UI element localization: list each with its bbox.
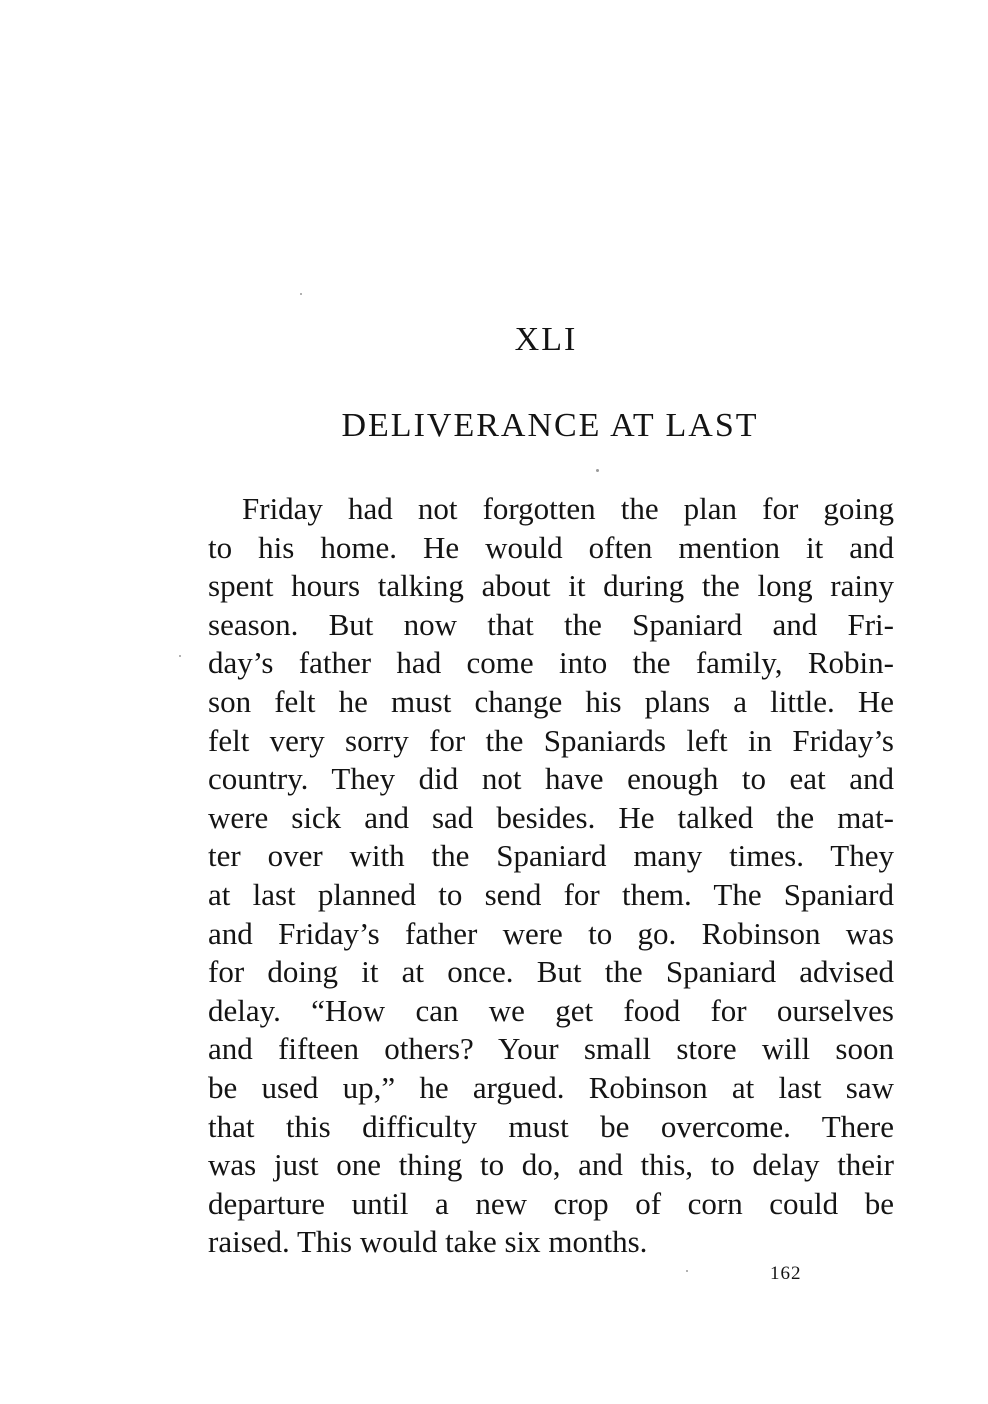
chapter-number: XLI bbox=[514, 321, 578, 358]
text-line: to his home. He would often mention it and bbox=[208, 529, 894, 565]
text-line: at last planned to send for them. The Spaniard bbox=[208, 876, 894, 912]
text-line: raised. This would take six months. bbox=[208, 1224, 648, 1260]
text-line: delay. “How can we get food for ourselves bbox=[208, 992, 894, 1028]
text-line: departure until a new crop of corn could be bbox=[208, 1185, 894, 1221]
text-line: for doing it at once. But the Spaniard advised bbox=[208, 954, 894, 990]
text-line: ter over with the Spaniard many times. They bbox=[208, 838, 894, 874]
text-line: day’s father had come into the family, Robin- bbox=[208, 645, 894, 681]
scan-speck bbox=[300, 293, 302, 295]
text-line: season. But now that the Spaniard and Fri- bbox=[208, 606, 894, 642]
text-line: was just one thing to do, and this, to delay their bbox=[208, 1147, 894, 1183]
scan-speck bbox=[686, 1270, 688, 1272]
text-line: be used up,” he argued. Robinson at last saw bbox=[208, 1069, 894, 1105]
text-line: spent hours talking about it during the long rainy bbox=[208, 568, 894, 604]
text-line: felt very sorry for the Spaniards left in Friday’s bbox=[208, 722, 894, 758]
text-line: that this difficulty must be overcome. There bbox=[208, 1108, 894, 1144]
text-line: Friday had not forgotten the plan for going bbox=[242, 491, 894, 526]
scan-speck bbox=[596, 469, 599, 472]
text-line: country. They did not have enough to eat and bbox=[208, 761, 894, 797]
chapter-title: DELIVERANCE AT LAST bbox=[341, 407, 759, 444]
body-paragraph bbox=[208, 490, 894, 1262]
text-line: and fifteen others? Your small store will soon bbox=[208, 1031, 894, 1067]
text-line: son felt he must change his plans a little. He bbox=[208, 683, 894, 719]
text-line: were sick and sad besides. He talked the mat- bbox=[208, 799, 894, 835]
text-line: and Friday’s father were to go. Robinson was bbox=[208, 915, 894, 951]
page-number: 162 bbox=[770, 1263, 802, 1284]
scan-speck bbox=[179, 655, 181, 657]
